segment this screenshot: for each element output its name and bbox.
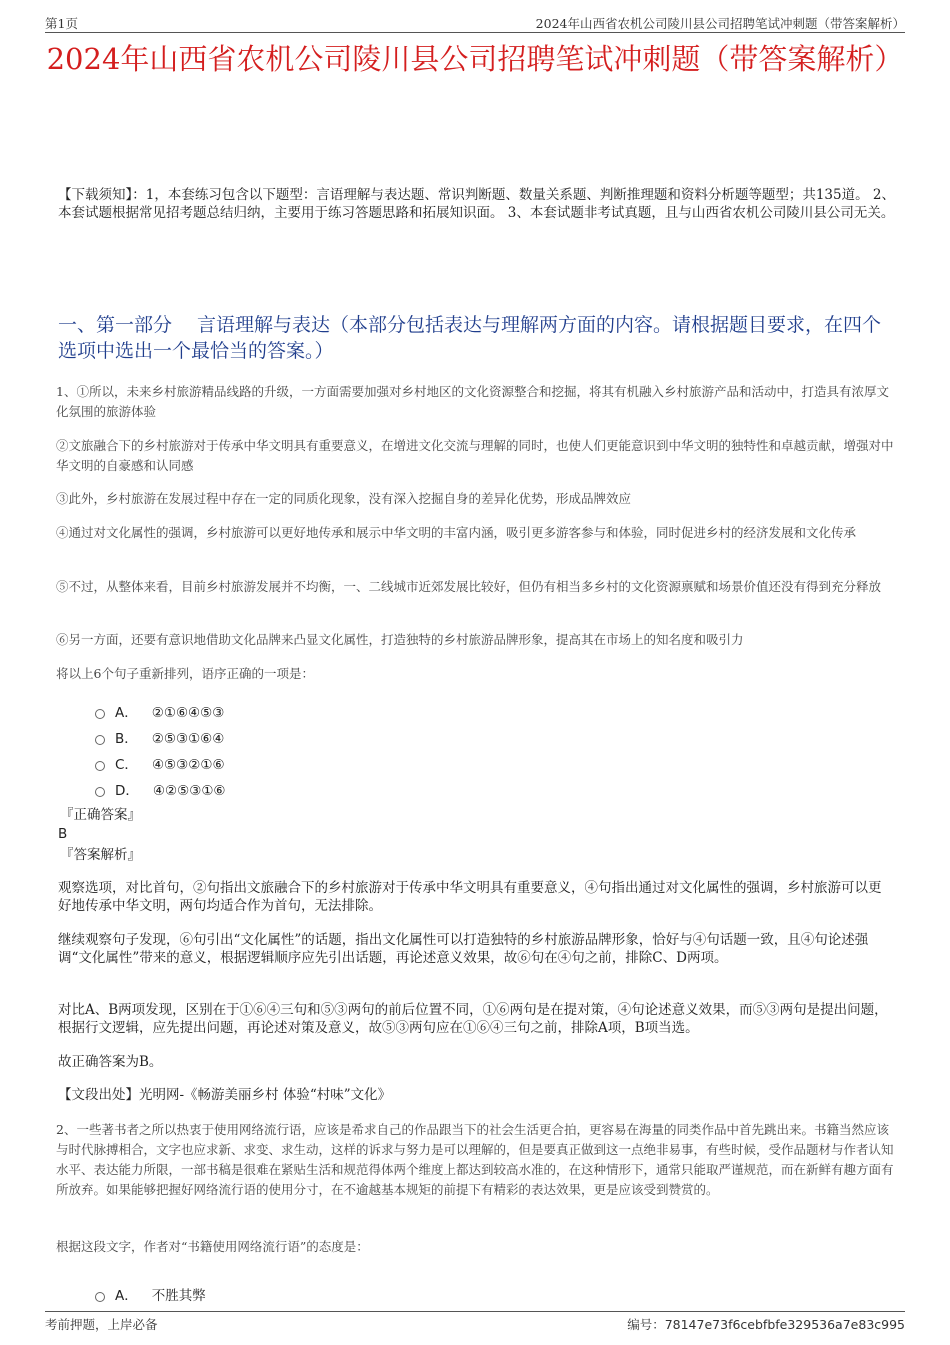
download-notice: 【下载须知】：1，本套练习包含以下题型：言语理解与表达题、常识判断题、数量关系题、判断推理题和资料分析题等题型；共135道。 2、本套试题根据常见招考题总结归纳，主要用于练习答题思路和拓展知识面。 3、本套试题非考试真题，且与山西省农机公司陵川县公司无关。 <box>58 187 895 221</box>
analysis-conclusion: 故正确答案为B。 <box>58 1054 163 1070</box>
radio-icon[interactable] <box>95 735 105 745</box>
q1-sentence-6: ⑥另一方面，还要有意识地借助文化品牌来凸显文化属性，打造独特的乡村旅游品牌形象，提高其在市场上的知名度和吸引力 <box>56 632 744 647</box>
q1-sentence-1: 1、①所以，未来乡村旅游精品线路的升级，一方面需要加强对乡村地区的文化资源整合和挖掘，将其有机融入乡村旅游产品和活动中，打造具有浓厚文化氛围的旅游体验 <box>56 384 889 419</box>
radio-icon[interactable] <box>95 1292 105 1302</box>
q2-option-a[interactable]: A． 不胜其弊 <box>95 1284 206 1304</box>
source-citation: 【文段出处】光明网-《畅游美丽乡村 体验“村味”文化》 <box>58 1087 392 1103</box>
document-title: 2024年山西省农机公司陵川县公司招聘笔试冲刺题（带答案解析） <box>46 42 904 76</box>
analysis-label: 『答案解析』 <box>60 847 141 863</box>
footer-serial: 编号：78147e73f6cebfbfe329536a7e83c995 <box>627 1317 905 1332</box>
analysis-paragraph-1: 观察选项，对比首句，②句指出文旅融合下的乡村旅游对于传承中华文明具有重要意义，④句指出通过对文化属性的强调，乡村旅游可以更好地传承中华文明，两句均适合作为首句，无法排除。 <box>58 880 882 914</box>
page-header <box>45 14 905 33</box>
radio-icon[interactable] <box>95 787 105 797</box>
q1-sentence-5: ⑤不过，从整体来看，目前乡村旅游发展并不均衡，一、二线城市近郊发展比较好，但仍有相当多乡村的文化资源禀赋和场景价值还没有得到充分释放 <box>56 579 882 594</box>
analysis-paragraph-2: 继续观察句子发现，⑥句引出“文化属性”的话题，指出文化属性可以打造独特的乡村旅游品牌形象，恰好与④句话题一致，且④句论述强调“文化属性”带来的意义，根据逻辑顺序应先引出话题，再论述意义效果，故⑥句在④句之前，排除C、D两项。 <box>58 932 869 966</box>
answer-label: 『正确答案』 <box>60 807 141 823</box>
q1-option-a[interactable]: A． ②①⑥④⑤③ <box>95 701 224 721</box>
radio-icon[interactable] <box>95 761 105 771</box>
q1-prompt: 将以上6个句子重新排列，语序正确的一项是： <box>56 666 314 681</box>
q1-sentence-2: ②文旅融合下的乡村旅游对于传承中华文明具有重要意义，在增进文化交流与理解的同时，也使人们更能意识到中华文明的独特性和卓越贡献，增强对中华文明的自豪感和认同感 <box>56 438 894 473</box>
page-footer <box>45 1311 905 1332</box>
radio-icon[interactable] <box>95 709 105 719</box>
q1-option-b[interactable]: B． ②⑤③①⑥④ <box>95 727 224 747</box>
answer-value: B <box>58 826 68 842</box>
section-title: 一、第一部分 言语理解与表达（本部分包括表达与理解两方面的内容。请根据题目要求，在四个选项中选出一个最恰当的答案。） <box>58 314 882 362</box>
footer-slogan: 考前押题，上岸必备 <box>45 1317 158 1332</box>
q1-option-c[interactable]: C． ④⑤③②①⑥ <box>95 753 225 773</box>
q2-prompt: 根据这段文字，作者对“书籍使用网络流行语”的态度是： <box>56 1239 369 1254</box>
q1-sentence-3: ③此外，乡村旅游在发展过程中存在一定的同质化现象，没有深入挖掘自身的差异化优势，形成品牌效应 <box>56 491 632 506</box>
analysis-paragraph-3: 对比A、B两项发现，区别在于①⑥④三句和⑤③两句的前后位置不同，①⑥两句是在提对策，④句论述意义效果，而⑤③两句是提出问题，根据行文逻辑，应先提出问题，再论述对策及意义，故⑤③两句应在①⑥④三句之前，排除A项，B项当选。 <box>58 1002 888 1036</box>
q1-option-d[interactable]: D． ④②⑤③①⑥ <box>95 779 226 799</box>
page-number: 第1页 <box>45 16 78 31</box>
q2-passage: 2、一些著书者之所以热衷于使用网络流行语，应该是希求自己的作品跟当下的社会生活更合拍，更容易在海量的同类作品中首先跳出来。书籍当然应该与时代脉搏相合，文字也应求新、求变、求生动，这样的诉求与努力是可以理解的，但是要真正做到这一点绝非易事，有些时候，受作品题材与作者认知水平、表达能力所限，一部书稿是很难在紧贴生活和规范得体两个维度上都达到较高水准的，在这种情形下，通常只能取严谨规范，而在新鲜有趣方面有所放弃。如果能够把握好网络流行语的使用分寸，在不逾越基本规矩的前提下有精彩的表达效果，更是应该受到赞赏的。 <box>56 1122 894 1197</box>
header-doc-title: 2024年山西省农机公司陵川县公司招聘笔试冲刺题（带答案解析） <box>535 16 905 31</box>
q1-sentence-4: ④通过对文化属性的强调，乡村旅游可以更好地传承和展示中华文明的丰富内涵，吸引更多游客参与和体验，同时促进乡村的经济发展和文化传承 <box>56 525 857 540</box>
